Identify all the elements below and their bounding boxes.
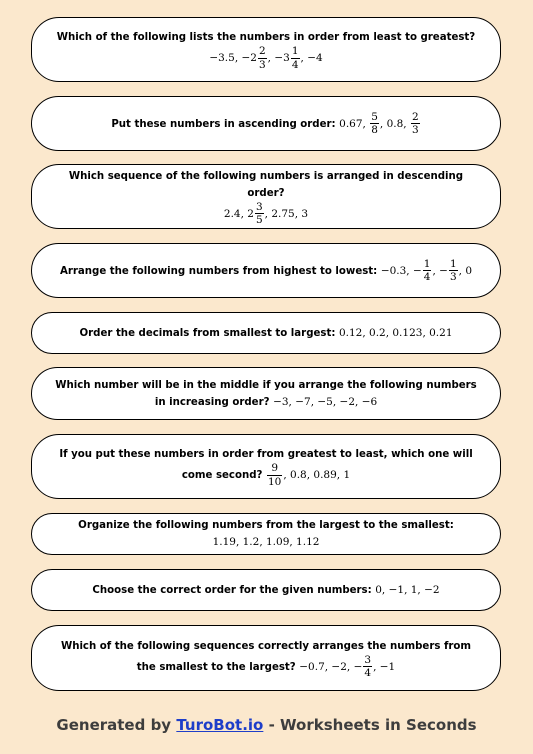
- question-math: 0.12, 0.2, 0.123, 0.21: [338, 326, 453, 339]
- footer-prefix: Generated by: [56, 716, 172, 734]
- question-text: [50, 638, 482, 679]
- question-text: [79, 325, 452, 342]
- question-math: −3, −7, −5, −2, −6: [273, 395, 378, 408]
- question-text: [57, 29, 475, 46]
- question-prompt: Organize the following numbers from the largest to the smallest:: [78, 520, 454, 531]
- question-prompt: Which number will be in the middle if you arrange the following numbers in increasing order?: [55, 379, 477, 408]
- question-prompt: Put these numbers in ascending order:: [111, 118, 336, 130]
- question-math: −0.7, −2, − $\frac{3}{4}$ , −1: [299, 653, 396, 679]
- turobot-link[interactable]: TuroBot.io: [176, 716, 264, 734]
- question-text: [50, 168, 482, 202]
- question-prompt: Arrange the following numbers from highest to lowest:: [59, 265, 378, 277]
- question-box-7: [31, 434, 501, 499]
- question-prompt: Choose the correct order for the given numbers:: [92, 584, 372, 596]
- question-text: [50, 446, 482, 487]
- question-box-1: [31, 17, 501, 82]
- question-prompt: Which of the following sequences correctly arranges the numbers from the smallest to the largest?: [60, 640, 472, 673]
- question-text: [50, 517, 482, 551]
- question-box-9: [31, 569, 501, 611]
- question-math: $\frac{9}{10}$ , 0.8, 0.89, 1: [267, 462, 351, 488]
- question-box-6: [31, 367, 501, 420]
- question-math: −0.3, − $\frac{1}{4}$ , − $\frac{1}{3}$ , 0: [380, 257, 473, 283]
- question-text: [50, 377, 482, 411]
- question-text: [60, 259, 472, 283]
- question-box-8: [31, 513, 501, 555]
- question-prompt: Which of the following lists the numbers in order from least to greatest?: [56, 32, 476, 43]
- footer-suffix: - Worksheets in Seconds: [268, 716, 477, 734]
- question-text: [111, 112, 420, 136]
- question-math: −3.5, −2 $\frac{2}{3}$ , −3 $\frac{1}{4}$ , −4: [209, 45, 323, 71]
- question-box-3: [31, 164, 501, 229]
- question-prompt: If you put these numbers in order from greatest to least, which one will come second?: [59, 449, 473, 481]
- question-box-4: [31, 243, 501, 298]
- question-box-10: [31, 625, 501, 691]
- question-text: [92, 582, 439, 599]
- question-prompt: Order the decimals from smallest to largest:: [79, 327, 336, 339]
- question-math: 0.67, $\frac{5}{8}$ , 0.8, $\frac{2}{3}$: [339, 110, 419, 136]
- question-prompt: Which sequence of the following numbers is arranged in descending order?: [68, 170, 464, 199]
- question-math: 1.19, 1.2, 1.09, 1.12: [212, 536, 320, 548]
- question-math: 2.4, 2 $\frac{3}{5}$ , 2.75, 3: [223, 200, 309, 226]
- question-box-5: [31, 312, 501, 354]
- footer: [0, 716, 533, 734]
- question-box-2: [31, 96, 501, 151]
- question-math: 0, −1, 1, −2: [375, 583, 440, 596]
